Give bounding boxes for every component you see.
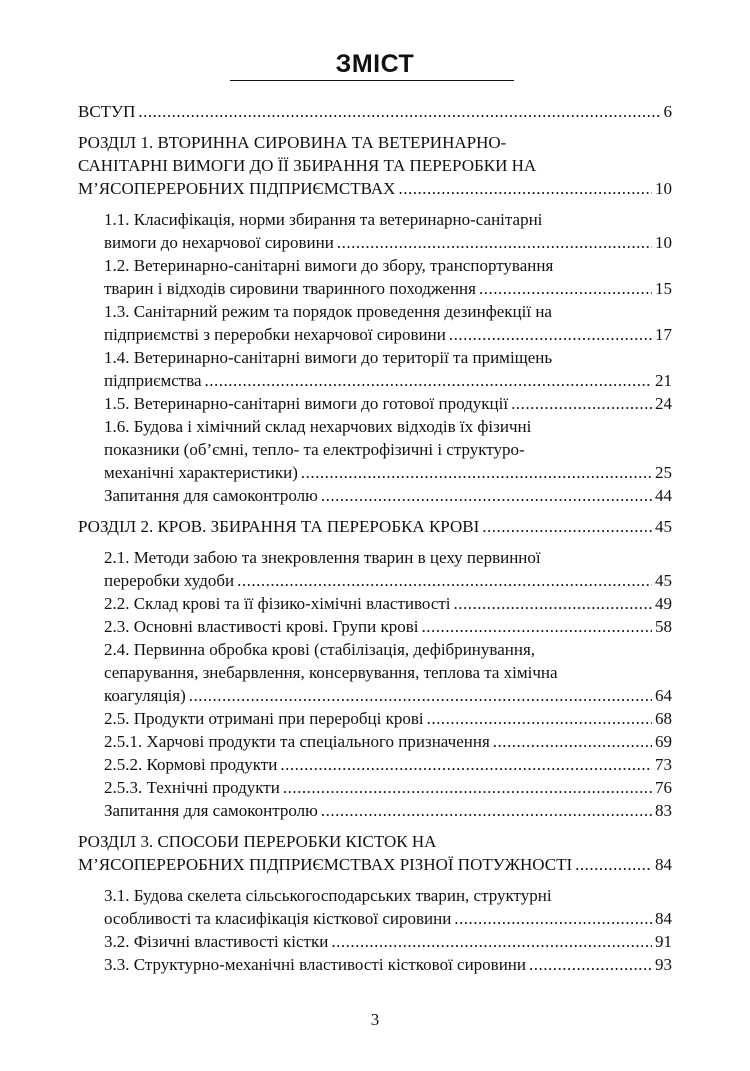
toc-entry-text-line: 1.3. Санітарний режим та порядок проведення дезинфекції на: [104, 302, 552, 321]
toc-section-entry[interactable]: [104, 707, 672, 730]
toc-entry-text-line: 2.5.1. Харчові продукти та спеціального призначення: [104, 732, 490, 751]
toc-entry-text-line: коагуляція): [104, 686, 186, 705]
toc-entry-text-line: 2.3. Основні властивості крові. Групи крові: [104, 617, 419, 636]
toc-page-number: 84: [655, 909, 672, 928]
toc-section-entry[interactable]: [104, 546, 672, 592]
toc-page-number: 93: [655, 955, 672, 974]
dot-leader: [189, 684, 652, 707]
title-underline: [230, 80, 514, 81]
toc-chapter-entry[interactable]: [78, 830, 672, 876]
toc-page-number: 73: [655, 755, 672, 774]
dot-leader: [454, 592, 652, 615]
toc-entry-text-line: показники (об’ємні, тепло- та електрофізичні і структуро-: [104, 440, 525, 459]
toc-entry-last-line: [104, 592, 672, 615]
toc-entry-last-line: [104, 684, 672, 707]
toc-section-entry[interactable]: [104, 638, 672, 707]
toc-entry-text-line: РОЗДІЛ 3. СПОСОБИ ПЕРЕРОБКИ КІСТОК НА: [78, 832, 437, 851]
toc-entry-last-line: [104, 231, 672, 254]
toc-entry-text-line: 3.2. Фізичні властивості кістки: [104, 932, 329, 951]
toc-page-number: 10: [655, 233, 672, 252]
toc-entry-last-line: [78, 853, 672, 876]
toc-entry-last-line: [78, 100, 672, 123]
toc-page-number: 49: [655, 594, 672, 613]
toc-section-entry[interactable]: [104, 392, 672, 415]
toc-entry-text-line: 3.1. Будова скелета сільськогосподарських тварин, структурні: [104, 886, 552, 905]
toc-entry-text-line: Запитання для самоконтролю: [104, 801, 318, 820]
toc-entry-text-line: підприємства: [104, 371, 202, 390]
toc-entry-text-line: 2.5.3. Технічні продукти: [104, 778, 280, 797]
toc-entry-last-line: [78, 177, 672, 200]
toc-entry-text-line: механічні характеристики): [104, 463, 298, 482]
toc-page-number: 44: [655, 486, 672, 505]
toc-entry-last-line: [78, 515, 672, 538]
toc-section-entry[interactable]: [104, 300, 672, 346]
dot-leader: [454, 907, 652, 930]
toc-page-number: 21: [655, 371, 672, 390]
toc-page-number: 25: [655, 463, 672, 482]
toc-entry-text-line: 1.2. Ветеринарно-санітарні вимоги до збору, транспортування: [104, 256, 554, 275]
toc-page-number: 68: [655, 709, 672, 728]
toc-entry-last-line: [104, 615, 672, 638]
toc-entry-last-line: [104, 730, 672, 753]
dot-leader: [511, 392, 652, 415]
dot-leader: [479, 277, 652, 300]
toc-section-entry[interactable]: [104, 615, 672, 638]
toc-entry-last-line: [104, 461, 672, 484]
dot-leader: [493, 730, 652, 753]
toc-entry-text-line: 2.2. Склад крові та її фізико-хімічні властивості: [104, 594, 451, 613]
toc-entry-last-line: [104, 323, 672, 346]
toc-entry-text-line: 2.4. Первинна обробка крові (стабілізація, дефібринування,: [104, 640, 536, 659]
toc-entry-text-line: переробки худоби: [104, 571, 235, 590]
toc-section-entry[interactable]: [104, 592, 672, 615]
toc-entry-last-line: [104, 953, 672, 976]
dot-leader: [331, 930, 652, 953]
toc-section-entry[interactable]: [104, 730, 672, 753]
toc-chapter-entry[interactable]: [78, 131, 672, 200]
toc-entry-text-line: М’ЯСОПЕРЕРОБНИХ ПІДПРИЄМСТВАХ: [78, 179, 396, 198]
dot-leader: [337, 231, 652, 254]
dot-leader: [529, 953, 652, 976]
page-title: ЗМІСТ: [335, 50, 415, 78]
dot-leader: [398, 177, 652, 200]
toc-entry-text-line: Запитання для самоконтролю: [104, 486, 318, 505]
toc-entry-last-line: [104, 569, 672, 592]
table-of-contents: [78, 100, 672, 976]
toc-entry-text-line: 2.5.2. Кормові продукти: [104, 755, 278, 774]
dot-leader: [237, 569, 652, 592]
toc-page-number: 84: [655, 855, 672, 874]
toc-page-number: 83: [655, 801, 672, 820]
toc-section-entry[interactable]: [104, 776, 672, 799]
toc-entry-last-line: [104, 776, 672, 799]
toc-entry-text-line: 2.5. Продукти отримані при переробці крові: [104, 709, 424, 728]
toc-page-number: 69: [655, 732, 672, 751]
toc-entry-text-line: сепарування, знебарвлення, консервування, теплова та хімічна: [104, 663, 558, 682]
toc-entry-text-line: тварин і відходів сировини тваринного походження: [104, 279, 476, 298]
toc-entry-text-line: РОЗДІЛ 2. КРОВ. ЗБИРАННЯ ТА ПЕРЕРОБКА КРОВІ: [78, 517, 480, 536]
dot-leader: [205, 369, 652, 392]
dot-leader: [283, 776, 652, 799]
toc-section-entry[interactable]: [104, 799, 672, 822]
toc-entry-last-line: [104, 753, 672, 776]
toc-page-number: 24: [655, 394, 672, 413]
toc-entry-text-line: 1.1. Класифікація, норми збирання та ветеринарно-санітарні: [104, 210, 543, 229]
toc-entry-text-line: особливості та класифікація кісткової сировини: [104, 909, 452, 928]
toc-entry-last-line: [104, 799, 672, 822]
toc-entry-text-line: М’ЯСОПЕРЕРОБНИХ ПІДПРИЄМСТВАХ РІЗНОЇ ПОТУЖНОСТІ: [78, 855, 573, 874]
toc-entry-text-line: ВСТУП: [78, 102, 136, 121]
toc-page-number: 45: [655, 571, 672, 590]
toc-entry-text-line: 1.4. Ветеринарно-санітарні вимоги до території та приміщень: [104, 348, 553, 367]
toc-entry-last-line: [104, 930, 672, 953]
page-number: 3: [370, 1010, 380, 1029]
toc-page-number: 45: [655, 517, 672, 536]
toc-entry-text-line: 1.5. Ветеринарно-санітарні вимоги до готової продукції: [104, 394, 509, 413]
toc-page-number: 64: [655, 686, 672, 705]
toc-section-entry[interactable]: [104, 484, 672, 507]
toc-chapter-entry[interactable]: [78, 515, 672, 538]
dot-leader: [280, 753, 652, 776]
toc-section-entry[interactable]: [104, 254, 672, 300]
dot-leader: [482, 515, 652, 538]
toc-page-number: 6: [663, 102, 672, 121]
toc-entry-last-line: [104, 277, 672, 300]
toc-entry-text-line: вимоги до нехарчової сировини: [104, 233, 334, 252]
toc-chapter-entry[interactable]: [78, 100, 672, 123]
toc-entry-text-line: 3.3. Структурно-механічні властивості кісткової сировини: [104, 955, 527, 974]
toc-entry-last-line: [104, 907, 672, 930]
toc-entry-last-line: [104, 369, 672, 392]
toc-section-entry[interactable]: [104, 346, 672, 392]
toc-entry-text-line: САНІТАРНІ ВИМОГИ ДО ЇЇ ЗБИРАННЯ ТА ПЕРЕРОБКИ НА: [78, 156, 537, 175]
toc-entry-text-line: 1.6. Будова і хімічний склад нехарчових відходів їх фізичні: [104, 417, 532, 436]
toc-section-entry[interactable]: [104, 884, 672, 930]
toc-section-entry[interactable]: [104, 953, 672, 976]
dot-leader: [301, 461, 652, 484]
toc-page-number: 15: [655, 279, 672, 298]
dot-leader: [321, 799, 652, 822]
toc-entry-text-line: РОЗДІЛ 1. ВТОРИННА СИРОВИНА ТА ВЕТЕРИНАРНО-: [78, 133, 507, 152]
toc-page-number: 91: [655, 932, 672, 951]
toc-entry-last-line: [104, 484, 672, 507]
dot-leader: [427, 707, 652, 730]
toc-entry-last-line: [104, 392, 672, 415]
dot-leader: [321, 484, 652, 507]
toc-section-entry[interactable]: [104, 415, 672, 484]
toc-section-entry[interactable]: [104, 208, 672, 254]
toc-page-number: 58: [655, 617, 672, 636]
dot-leader: [575, 853, 652, 876]
toc-entry-last-line: [104, 707, 672, 730]
toc-section-entry[interactable]: [104, 930, 672, 953]
toc-page-number: 10: [655, 179, 672, 198]
toc-section-entry[interactable]: [104, 753, 672, 776]
toc-entry-text-line: підприємстві з переробки нехарчової сировини: [104, 325, 446, 344]
dot-leader: [138, 100, 660, 123]
toc-page-number: 76: [655, 778, 672, 797]
dot-leader: [421, 615, 652, 638]
dot-leader: [449, 323, 652, 346]
toc-entry-text-line: 2.1. Методи забою та знекровлення тварин в цеху первинної: [104, 548, 541, 567]
toc-page-number: 17: [655, 325, 672, 344]
